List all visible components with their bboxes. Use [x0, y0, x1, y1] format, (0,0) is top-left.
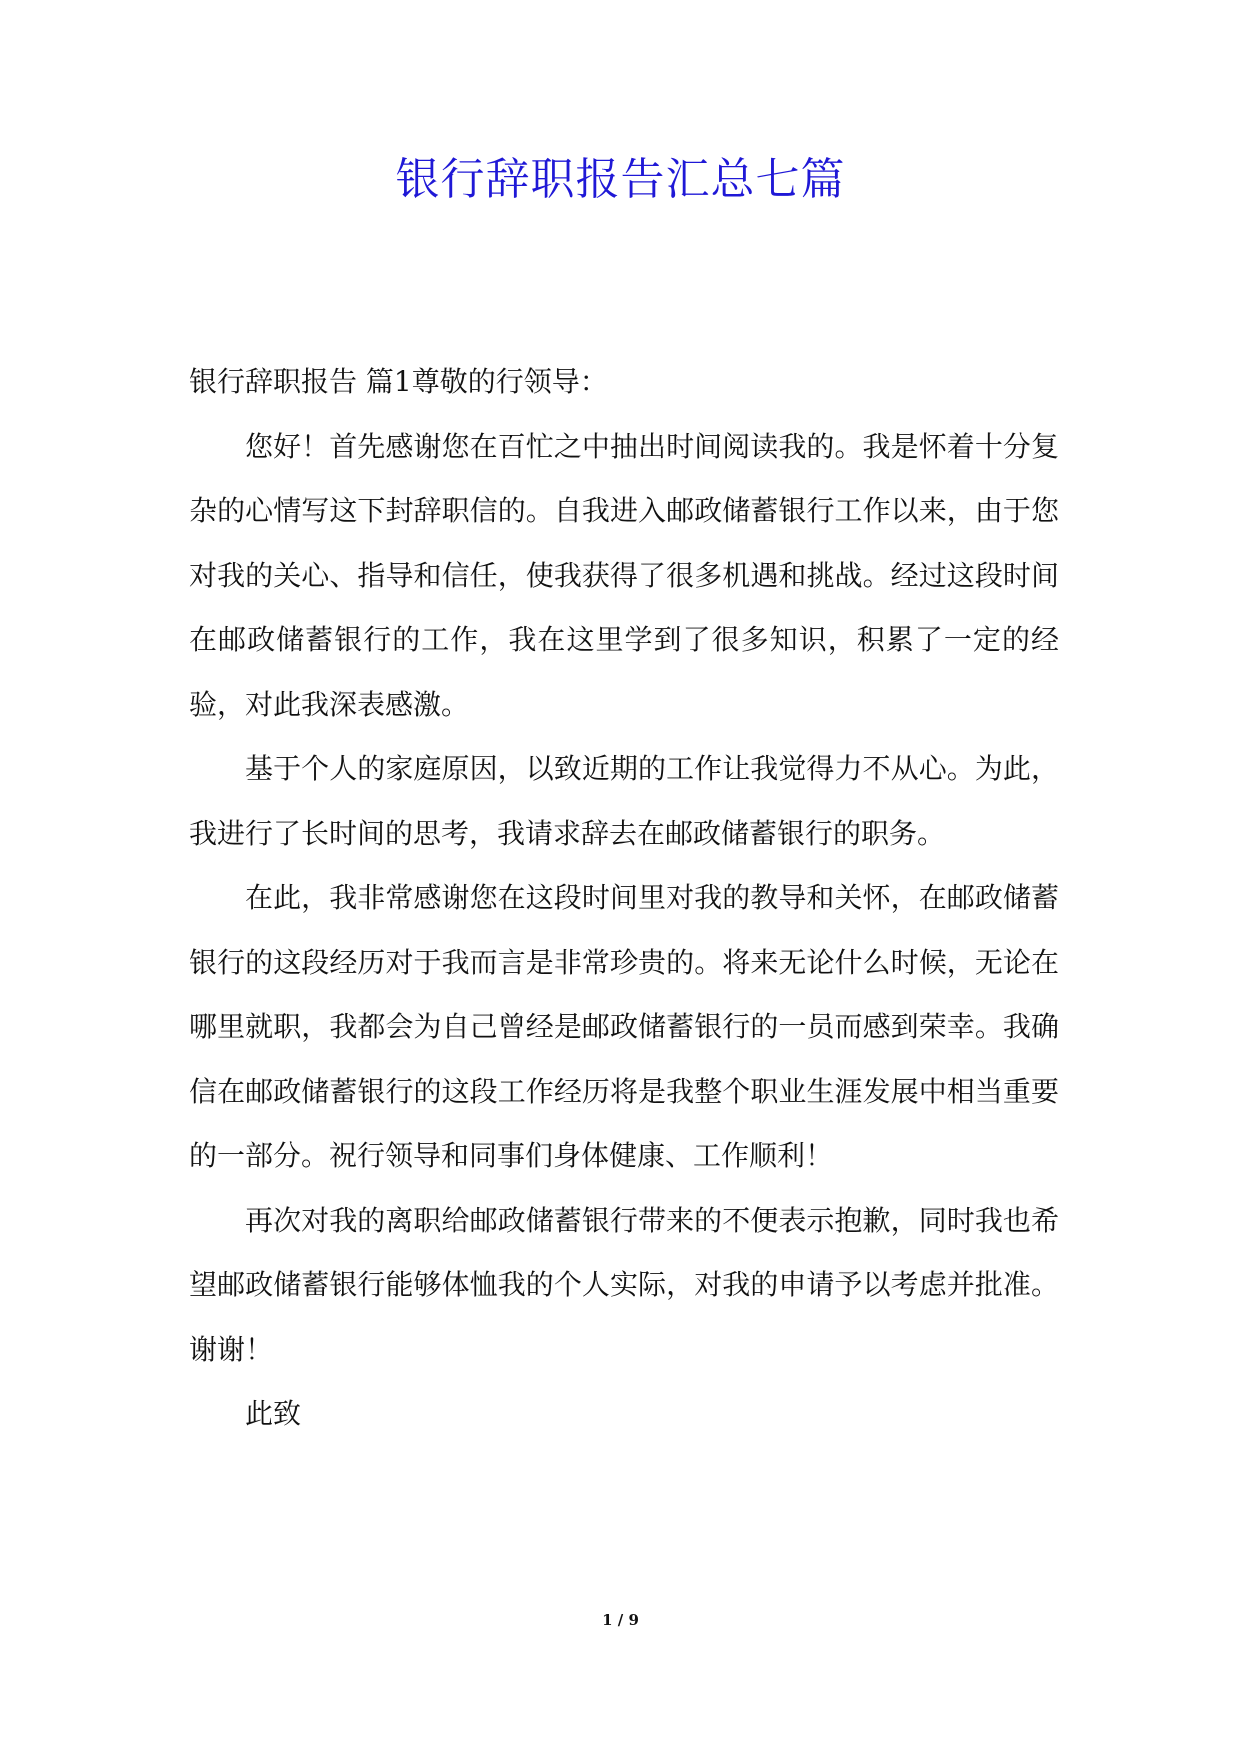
- body-paragraph: 在此，我非常感谢您在这段时间里对我的教导和关怀，在邮政储蓄银行的这段经历对于我而言是非常珍贵的。将来无论什么时候，无论在哪里就职，我都会为自己曾经是邮政储蓄银行的一员而感到荣幸。我确信在邮政储蓄银行的这段工作经历将是我整个职业生涯发展中相当重要的一部分。祝行领导和同事们身体健康、工作顺利！: [189, 881, 1059, 1172]
- closing-paragraph: 此致: [245, 1397, 302, 1430]
- document-title: 银行辞职报告汇总七篇: [395, 154, 846, 205]
- salutation-paragraph: 银行辞职报告 篇1尊敬的行领导：: [189, 365, 608, 398]
- body-paragraph: 您好！首先感谢您在百忙之中抽出时间阅读我的。我是怀着十分复杂的心情写这下封辞职信的。自我进入邮政储蓄银行工作以来，由于您对我的关心、指导和信任，使我获得了很多机遇和挑战。经过这段时间在邮政储蓄银行的工作，我在这里学到了很多知识，积累了一定的经验，对此我深表感激。: [189, 429, 1059, 721]
- body-paragraph: 基于个人的家庭原因，以致近期的工作让我觉得力不从心。为此，我进行了长时间的思考，我请求辞去在邮政储蓄银行的职务。: [189, 752, 1059, 850]
- document-body: [189, 350, 1059, 1447]
- body-paragraph: 再次对我的离职给邮政储蓄银行带来的不便表示抱歉，同时我也希望邮政储蓄银行能够体恤我的个人实际，对我的申请予以考虑并批准。谢谢！: [189, 1203, 1059, 1366]
- page-number: 1 / 9: [602, 1611, 639, 1629]
